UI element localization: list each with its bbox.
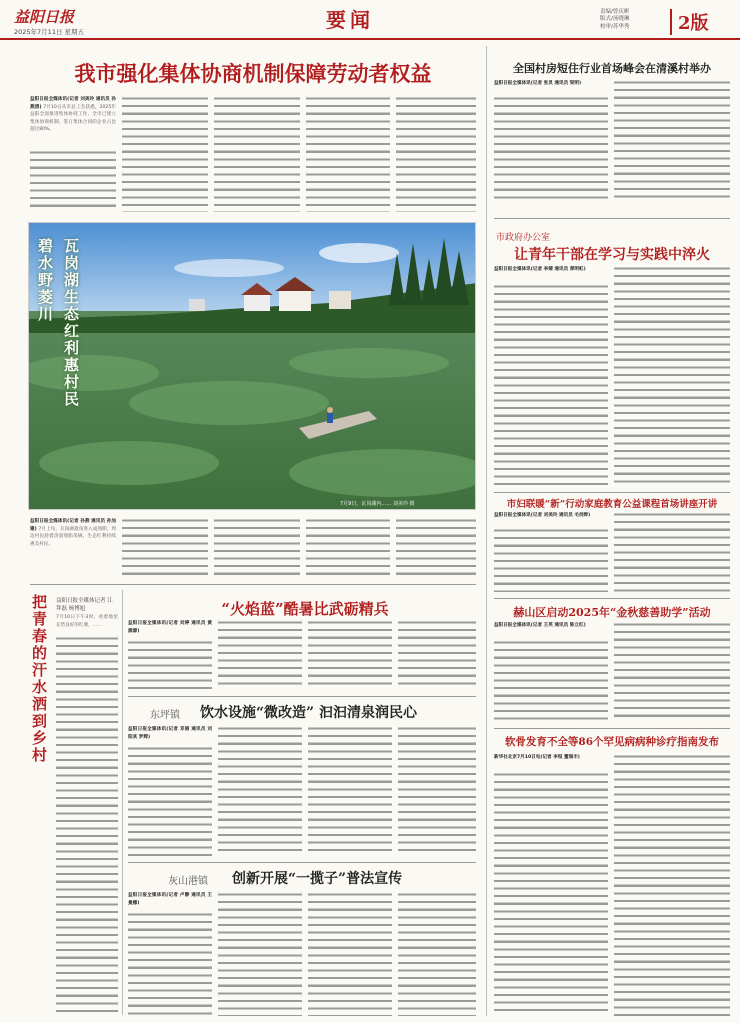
- lead-story-col3: [214, 96, 300, 212]
- women-col2: [614, 512, 730, 592]
- water-col3: [308, 726, 392, 856]
- divider: [128, 862, 476, 863]
- divider: [128, 696, 476, 697]
- page-number: 2版: [670, 9, 709, 35]
- sidebar-title: 把青春的汗水洒到乡村: [32, 593, 48, 764]
- lead-byline: 益阳日报全媒体讯(记者 刘美玲 通讯员 孙燕清): [30, 97, 116, 110]
- right-top-byline: 益阳日报全媒体讯(记者 张灵 通讯员 梁明): [494, 81, 582, 86]
- water-place: 东坪镇: [150, 710, 180, 721]
- photo-story-col2: [122, 518, 208, 578]
- law-col3: [308, 892, 392, 1016]
- editor-line: 校审/苏华秀: [600, 23, 630, 30]
- photo-story-col1: [30, 518, 116, 578]
- lead-story-col2: [122, 96, 208, 212]
- water-col2: [218, 726, 302, 856]
- law-col2: [218, 892, 302, 1016]
- divider: [494, 492, 730, 493]
- fire-col3: [308, 620, 392, 690]
- lead-opening: 7月10日从市总工会获悉，2025年益阳全面推进集体协商工作，全市已建立集体协商机制、签订集体合同的企业占比超过80%。: [30, 104, 116, 133]
- rare-byline: 新华社北京7月10日电(记者 李恒 董瑞丰): [494, 755, 580, 760]
- divider: [494, 598, 730, 599]
- rare-col2: [614, 754, 730, 1016]
- photo-caption-left: 碧水野菱川: [38, 237, 54, 323]
- photo-story-col3: [214, 518, 300, 578]
- fire-col4: [398, 620, 476, 690]
- right-top-col2: [614, 80, 730, 200]
- water-col4: [398, 726, 476, 856]
- photo-story-col5: [396, 518, 476, 578]
- divider: [30, 584, 476, 585]
- paper-date: 2025年7月11日 星期五: [14, 28, 85, 36]
- photo-story-col4: [306, 518, 390, 578]
- heshan-col2: [614, 622, 730, 722]
- editor-line: 版式/汤晓琳: [600, 16, 630, 23]
- column-rule: [486, 46, 487, 1016]
- heshan-col1-body: [494, 640, 608, 722]
- heshan-headline: 赫山区启动2025年“金秋慈善助学”活动: [513, 606, 711, 619]
- law-headline: 创新开展“一揽子”普法宣传: [232, 871, 403, 887]
- women-headline: 市妇联暖“新”行动家庭教育公益课程首场讲座开讲: [506, 499, 718, 510]
- office-col1-body: [494, 284, 608, 486]
- law-byline: 益阳日报全媒体讯(记者 卢静 通讯员 王曼娜): [128, 893, 212, 906]
- lake-photo-image: [29, 223, 476, 510]
- photo-credit: 7月9日，瓦岗湖内…… 刘美玲 摄: [340, 501, 415, 507]
- lake-photo: [28, 222, 476, 510]
- lead-story-col5: [396, 96, 476, 212]
- rare-headline: 软骨发育不全等86个罕见病病种诊疗指南发布: [504, 736, 720, 748]
- right-top-col1-body: [494, 96, 608, 200]
- lead-story-col1-body: [30, 150, 116, 212]
- sidebar-author: 益阳日报全媒体记者 江拜磊 杨博旭: [56, 598, 113, 612]
- fire-col1-body: [128, 640, 212, 690]
- women-byline: 益阳日报全媒体讯(记者 刘美玲 通讯员 毛剑烨): [494, 513, 591, 518]
- lead-story-col4: [306, 96, 390, 212]
- heshan-byline: 益阳日报全媒体讯(记者 王英 通讯员 陈立红): [494, 623, 586, 628]
- office-tag: 市政府办公室: [496, 233, 551, 243]
- sidebar-rule: [122, 590, 123, 1015]
- water-col1-body: [128, 746, 212, 856]
- sidebar-opening: 7月10日下午3时，看着地里长势良好的红薯，……: [56, 615, 118, 628]
- office-headline: 让青年干部在学习与实践中淬火: [514, 247, 710, 263]
- divider: [494, 218, 730, 219]
- law-place: 灰山港镇: [168, 876, 208, 887]
- water-headline: 饮水设施“微改造” 汩汩清泉润民心: [200, 705, 417, 721]
- masthead: [0, 0, 740, 40]
- editor-credits: [600, 9, 629, 31]
- women-col1-body: [494, 528, 608, 592]
- lead-headline: 我市强化集体协商机制保障劳动者权益: [74, 61, 432, 86]
- fire-col2: [218, 620, 302, 690]
- right-top-headline: 全国村房短住行业首场峰会在清溪村举办: [513, 62, 711, 75]
- section-name: 要闻: [326, 8, 374, 32]
- water-byline: 益阳日报全媒体讯(记者 邓丽 通讯员 刘阳其 罗辉): [128, 727, 212, 740]
- paper-name: 益阳日报: [14, 8, 75, 26]
- photo-story-byline: 益阳日报全媒体讯(记者 孙燕 通讯员 孙加建): [30, 519, 116, 532]
- editor-line: 责编/曾庆彬: [600, 9, 630, 15]
- sidebar-body: [56, 636, 118, 1016]
- divider: [494, 728, 730, 729]
- fire-byline: 益阳日报全媒体讯(记者 刘婷 通讯员 黄源源): [128, 621, 212, 634]
- law-col4: [398, 892, 476, 1016]
- law-col1-body: [128, 912, 212, 1016]
- photo-caption-right: 瓦岗湖生态红利惠村民: [64, 237, 80, 408]
- photo-story-opening: 7月上旬，瓦岗湖菱角进入成熟期，周边村民趁着清晨划船采摘，生态红利持续惠及村民。: [30, 526, 116, 547]
- fire-headline: “火焰蓝”酷暑比武砺精兵: [221, 600, 389, 618]
- office-col2: [614, 266, 730, 486]
- rare-col1-body: [494, 772, 608, 1016]
- office-byline: 益阳日报全媒体讯(记者 李婧 通讯员 厚明虹): [494, 267, 586, 272]
